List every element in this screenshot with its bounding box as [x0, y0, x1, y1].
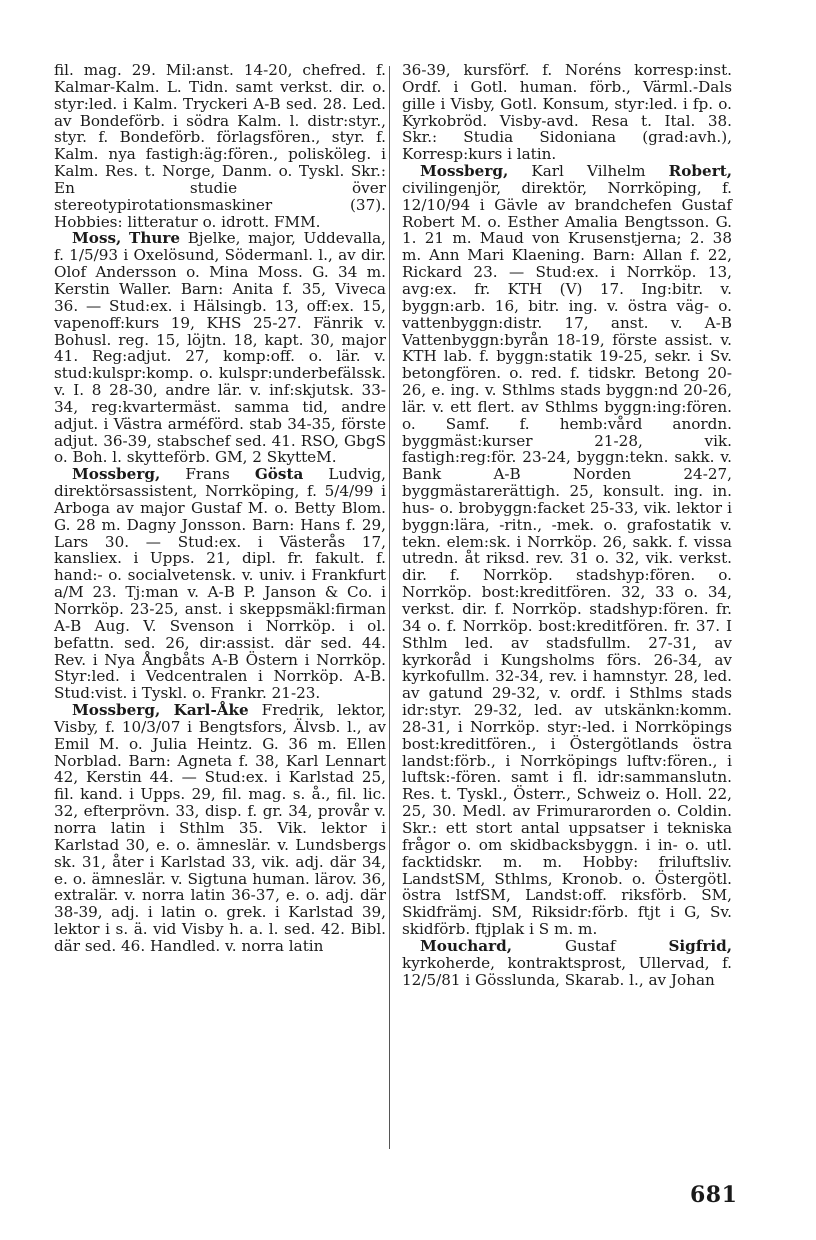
entry-text: kyrkoherde, kontraktsprost, Ullervad, f. 12/5/81 i Gösslunda, Skarab. l., av Johan	[402, 953, 732, 989]
entry-surname: Mossberg,	[420, 162, 509, 181]
entry-given-plain: Karl Vilhelm	[531, 162, 646, 181]
entry-moss-thure	[54, 230, 386, 466]
left-column	[54, 62, 386, 955]
entry-continuation	[54, 62, 386, 230]
entry-mossberg-gosta	[54, 466, 386, 702]
entry-text: Ludvig, direktörsassistent, Norrköping, f. 5/4/99 i Arboga av major Gustaf M. o. Betty Blom. G. 28 m. Dagny Jonsson. Barn: Hans f. 29, Lars 30. — Stud:ex. i Västerås 17, kansliex. i Upps. 21, dipl. fr. fakult. f. hand:- o. socialvetensk. v. univ. i Frankfurt a/M 23. Tj:man v. A-B P. Janson & Co. i Norrköp. 23-25, anst. i skeppsmäkl:firman A-B Aug. V. Svenson i Norrköp. i ol. befattn. sed. 26, dir:assist. där sed. 44. Rev. i Nya Ångbåts A-B Östern i Norrköp. Styr:led. i Vedcentralen i Norrköp. A-B. Stud:vist. i Tyskl. o. Frankr. 21-23.	[54, 465, 386, 703]
entry-given-name: Gösta	[254, 465, 304, 484]
right-column	[402, 62, 732, 988]
entry-given-name: Sigfrid,	[668, 936, 733, 955]
entry-mossberg-robert	[402, 163, 732, 938]
entry-given-name: Robert,	[668, 162, 733, 181]
page-number: 681	[690, 1182, 738, 1208]
entry-text: civilingenjör, direktör, Norrköping, f. 12/10/94 i Gävle av brandchefen Gustaf Robert M. o. Esther Amalia Bengtsson. G. 1. 21 m. Maud von Krusenstjerna; 2. 38 m. Ann Mari Klaening. Barn: Allan f. 22, Rickard 23. — Stud:ex. i Norrköp. 13, avg:ex. fr. KTH (V) 17. Ing:bitr. v. byggn:arb. 16, bitr. ing. v. östra väg- o. vattenbyggn:distr. 17, anst. v. A-B Vattenbyggn:byrån 18-19, förste assist. v. KTH lab. f. byggn:statik 19-25, sekr. i Sv. betongfören. o. red. f. tidskr. Betong 20-26, e. ing. v. Sthlms stads byggn:nd 20-26, lär. v. ett flert. av Sthlms byggn:ing:fören. o. Samf. f. hemb:vård anordn. byggmäst:kurser 21-28, vik. fastigh:reg:för. 23-24, byggn:tekn. sakk. v. Bank A-B Norden 24-27, byggmästarerättigh. 25, konsult. ing. in. hus- o. brobyggn:facket 25-33, vik. lektor i byggn:lära, -ritn., -mek. o. grafostatik v. tekn. elem:sk. i Norrköp. 26, sakk. f. vissa utredn. åt riksd. rev. 31 o. 32, vik. verkst. dir. f. Norrköp. stadshyp:fören. o. Norrköp. bost:kreditfören. 32, 33 o. 34, verkst. dir. f. Norrköp. stadshyp:fören. fr. 34 o. f. Norrköp. bost:kreditfören. fr. 37. I Sthlm led. av stadsfullm. 27-31, av kyrkoråd i Kungsholms förs. 26-34, av kyrkofullm. 32-34, rev. i hamnstyr. 28, led. av gatund 29-32, v. ordf. i Sthlms stads idr:styr. 29-32, led. av utskänkn:komm. 28-31, i Norrköp. styr:-led. i Norrköpings bost:kreditfören., i Östergötlands östra landst:förb., i Norrköpings luftv:fören., i luftsk:-fören. samt i fl. idr:sammanslutn. Res. t. Tyskl., Österr., Schweiz o. Holl. 22, 25, 30. Medl. av Frimurarorden o. Coldin. Skr.: ett stort antal uppsatser i tekniska frågor o. om skidbacksbyggn. i in- o. utl. facktidskr. m. m. Hobby: friluftsliv. LandstSM, Sthlms, Kronob. o. Östergötl. östra lstfSM, Landst:off. riksförb. SM, Skidfrämj. SM, Riksidr:förb. ftjt i G, Sv. skidförb. ftjplak i S m. m.	[402, 178, 732, 939]
entry-given-plain: Frans	[185, 465, 230, 484]
entry-continuation	[402, 62, 732, 163]
entry-surname: Mouchard,	[420, 936, 513, 955]
entry-surname: Mossberg,	[72, 465, 161, 484]
entry-surname: Mossberg, Karl-Åke	[72, 701, 249, 720]
entry-given-plain: Gustaf	[564, 936, 616, 955]
entry-text: Fredrik, lektor, Visby, f. 10/3/07 i Bengtsfors, Älvsb. l., av Emil M. o. Julia Heintz. G. 36 m. Ellen Norblad. Barn: Agneta f. 38, Karl Lennart 42, Kerstin 44. — Stud:ex. i Karlstad 25, fil. kand. i Upps. 29, fil. mag. s. å., fil. lic. 32, efterprövn. 33, disp. f. gr. 34, provår v. norra latin i Sthlm 35. Vik. lektor i Karlstad 30, e. o. ämneslär. v. Lundsbergs sk. 31, åter i Karlstad 33, vik. adj. där 34, e. o. ämneslär. v. Sigtuna human. lärov. 36, extralär. v. norra latin 36-37, e. o. adj. där 38-39, adj. i latin o. grek. i Karlstad 39, lektor i s. ä. vid Visby h. a. l. sed. 42. Bibl. där sed. 46. Handled. v. norra latin	[54, 701, 386, 955]
entry-given-name: Thure	[129, 229, 181, 248]
entry-text: Bjelke, major, Uddevalla, f. 1/5/93 i Oxelösund, Södermanl. l., av dir. Olof Andersson o. Mina Moss. G. 34 m. Kerstin Waller. Barn: Anita f. 35, Viveca 36. — Stud:ex. i Hälsingb. 13, off:ex. 15, vapenoff:kurs 19, KHS 25-27. Fänrik v. Bohusl. reg. 15, löjtn. 18, kapt. 30, major 41. Reg:adjut. 27, komp:off. o. lär. v. stud:kulspr:komp. o. kulspr:underbefälssk. v. I. 8 28-30, andre lär. v. inf:skjutsk. 33-34, reg:kvartermäst. samma tid, andre adjut. i Västra arméförd. stab 34-35, förste adjut. 36-39, stabschef sed. 41. RSO, GbgS o. Boh. l. skytteförb. GM, 2 SkytteM.	[54, 229, 386, 467]
column-divider	[389, 66, 390, 1149]
entry-text: 36-39, kursförf. f. Noréns korresp:inst. Ordf. i Gotl. human. förb., Värml.-Dals gille i Visby, Gotl. Konsum, styr:led. i fp. o. Kyrkobröd. Visby-avd. Resa t. Ital. 38. Skr.: Studia Sidoniana (grad:avh.), Korresp:kurs i latin.	[402, 61, 732, 164]
entry-surname: Moss,	[72, 229, 122, 248]
entry-mossberg-karl-ake	[54, 702, 386, 955]
entry-text: fil. mag. 29. Mil:anst. 14-20, chefred. f. Kalmar-Kalm. L. Tidn. samt verkst. dir. o. styr:led. i Kalm. Tryckeri A-B sed. 28. Led. av Bondeförb. i södra Kalm. l. distr:styr., styr. f. Bondeförb. förlagsfören., styr. f. Kalm. nya fastigh:äg:fören., polisköleg. i Kalm. Res. t. Norge, Danm. o. Tyskl. Skr.: En studie över stereotypirotationsmaskiner (37). Hobbies: litteratur o. idrott. FMM.	[54, 61, 386, 231]
entry-mouchard-sigfrid	[402, 938, 732, 989]
